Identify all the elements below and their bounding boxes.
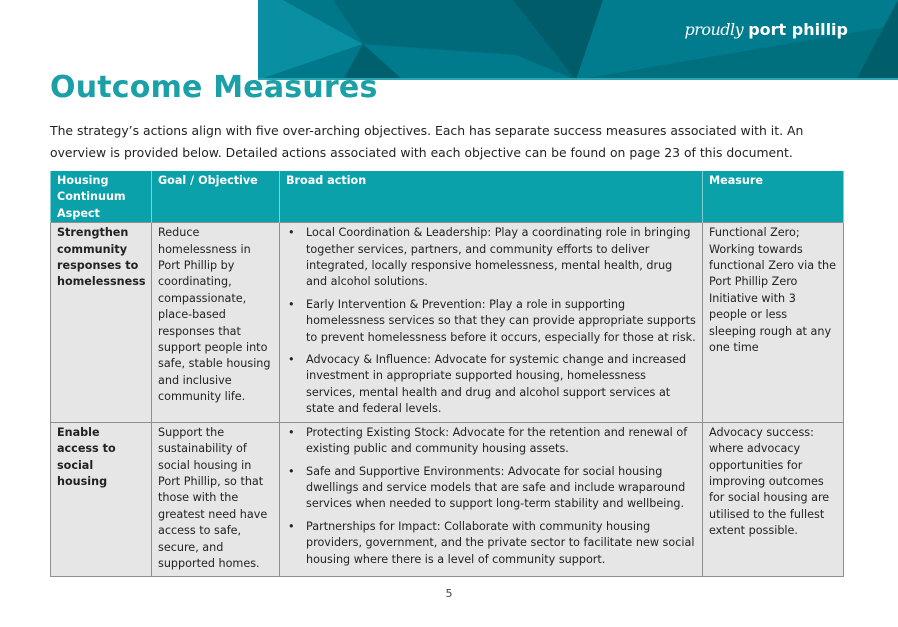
aspect-cell: Enable access to social housing: [51, 422, 152, 577]
outcome-measures-table: [50, 171, 844, 577]
action-text: Local Coordination & Leadership: Play a coordinating role in bringing together services, partners, and community efforts to deliver integrated, locally responsive homelessness, mental health, drug and alcohol solutions.: [306, 226, 691, 289]
page-number: 5: [445, 587, 453, 600]
bullet-icon: •: [288, 519, 295, 533]
banner-pattern: [258, 0, 898, 80]
broad-action-cell: [280, 223, 703, 422]
bullet-icon: •: [288, 464, 295, 478]
intro-paragraph: The strategy’s actions align with five over-arching objectives. Each has separate success measures associated with it. An overview is provided below. Detailed actions associated with each objective can be found on page 23 of this document.: [50, 123, 804, 160]
action-text: Early Intervention & Prevention: Play a role in supporting homelessness services so that they can provide appropriate supports to prevent homelessness before it occurs, especially for those at risk.: [306, 297, 696, 344]
proudly-port-phillip-logo: [684, 20, 848, 39]
header-measure: Measure: [703, 171, 844, 223]
aspect-cell: Strengthen community responses to homelessness: [51, 223, 152, 422]
table-row: [51, 223, 844, 422]
action-item: [286, 425, 696, 458]
action-text: Partnerships for Impact: Collaborate with community housing providers, government, and the private sector to facilitate new social housing where there is a level of community support.: [306, 519, 695, 566]
header-aspect: Housing Continuum Aspect: [51, 171, 152, 223]
logo-script-text: proudly: [684, 20, 744, 39]
goal-cell: Support the sustainability of social housing in Port Phillip, so that those with the greatest need have access to safe, secure, and supported homes.: [152, 422, 280, 577]
bullet-icon: •: [288, 297, 295, 311]
header-broad-action: Broad action: [280, 171, 703, 223]
goal-cell: Reduce homelessness in Port Phillip by coordinating, compassionate, place-based responses that support people into safe, stable housing and inclusive community life.: [152, 223, 280, 422]
bullet-icon: •: [288, 353, 295, 367]
header-banner: [258, 0, 898, 80]
page-title: Outcome Measures: [50, 70, 378, 105]
table-header-row: [51, 171, 844, 223]
table-row: [51, 422, 844, 577]
broad-action-cell: [280, 422, 703, 577]
measure-cell: Advocacy success: where advocacy opportunities for improving outcomes for social housing are utilised to the fullest extent possible.: [703, 422, 844, 577]
action-text: Safe and Supportive Environments: Advocate for social housing dwellings and service models that are safe and include wraparound services when needed to support long-term stability and wellbeing.: [306, 464, 686, 511]
action-text: Protecting Existing Stock: Advocate for the retention and renewal of existing public and community housing assets.: [306, 425, 688, 456]
action-item: [286, 519, 696, 568]
bullet-icon: •: [288, 226, 295, 240]
action-text: Advocacy & Influence: Advocate for systemic change and increased investment in appropriate supported housing, homelessness services, mental health and drug and alcohol support services at state and federal levels.: [306, 353, 687, 416]
measure-cell: Functional Zero; Working towards functional Zero via the Port Phillip Zero Initiative with 3 people or less sleeping rough at any one time: [703, 223, 844, 422]
bullet-icon: •: [288, 425, 295, 439]
header-goal: Goal / Objective: [152, 171, 280, 223]
action-item: [286, 225, 696, 291]
logo-brand-text: port phillip: [748, 20, 848, 39]
action-item: [286, 297, 696, 346]
action-list: [286, 425, 696, 568]
action-item: [286, 352, 696, 418]
action-item: [286, 464, 696, 513]
action-list: [286, 225, 696, 417]
